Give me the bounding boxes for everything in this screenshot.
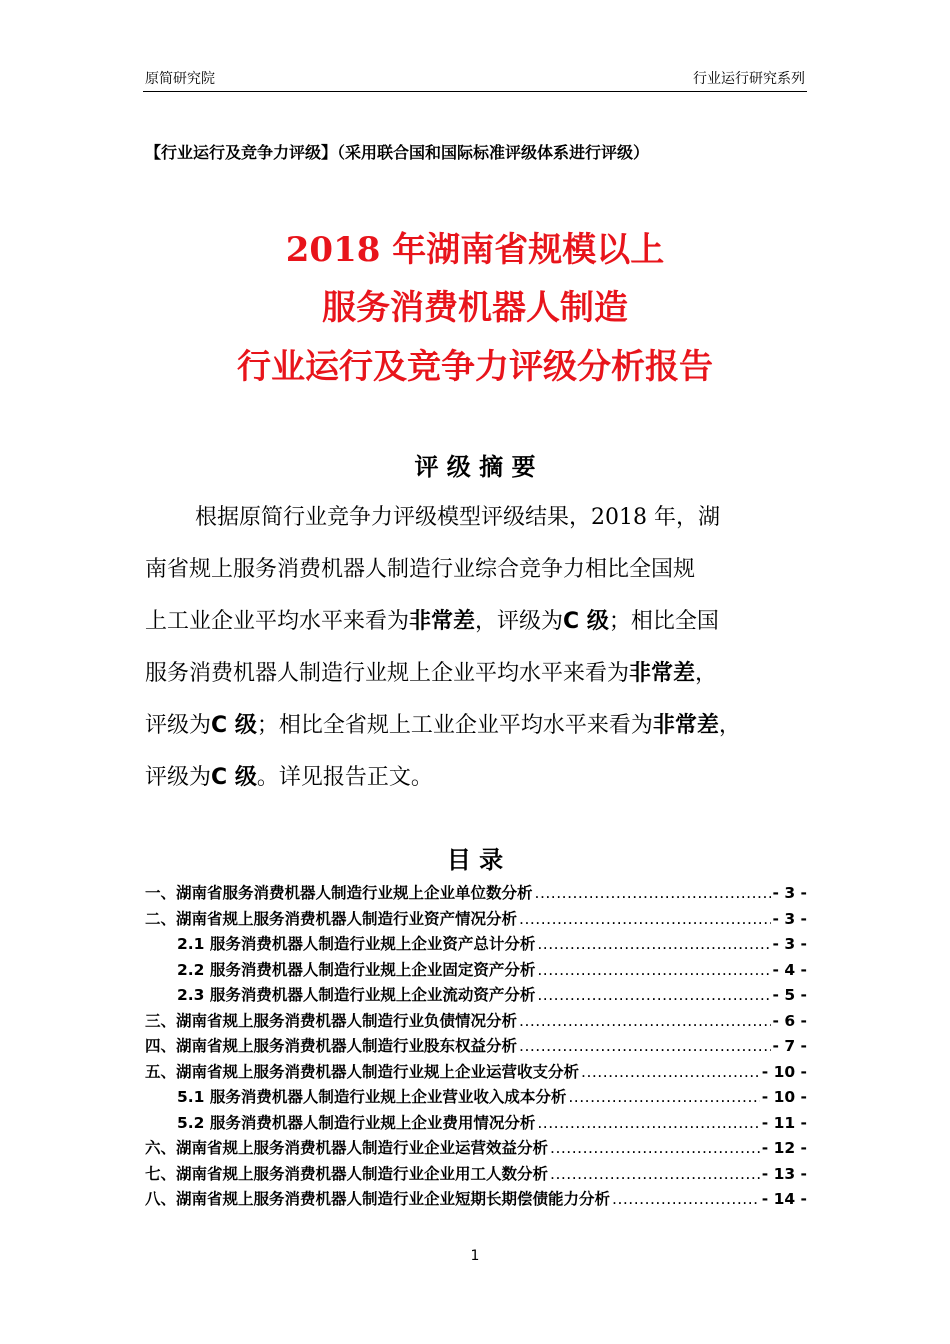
toc-entry-2-3[interactable]: [145, 983, 807, 1009]
summary-text: 根据原简行业竞争力评级模型评级结果，2018 年，湖: [195, 505, 720, 530]
toc-leader-dots: [535, 884, 771, 902]
rating-verdict: 非常差: [409, 609, 476, 634]
toc-entry-5[interactable]: [145, 1060, 807, 1086]
toc-leader-dots: [581, 1063, 760, 1081]
toc-page-number: - 4 -: [772, 960, 807, 979]
summary-text: 服务消费机器人制造行业规上企业平均水平来看为: [145, 661, 630, 686]
toc-entry-label: 5.1 服务消费机器人制造行业规上企业营业收入成本分析: [177, 1088, 567, 1106]
summary-line: [145, 492, 810, 544]
toc-page-number: - 10 -: [761, 1088, 807, 1106]
summary-text: 。详见报告正文。: [256, 765, 433, 790]
summary-text: ，: [695, 661, 718, 686]
toc-entry-3[interactable]: [145, 1009, 807, 1035]
header-divider: [143, 91, 807, 92]
rating-verdict: 非常差: [629, 661, 696, 686]
header-series-name: 行业运行研究系列: [693, 71, 805, 87]
toc-page-number: - 3 -: [772, 909, 807, 928]
toc-page-number: - 14 -: [761, 1190, 807, 1208]
summary-line: [145, 544, 810, 596]
rating-verdict: 非常差: [652, 713, 719, 738]
toc-entry-2-2[interactable]: [145, 958, 807, 984]
toc-page-number: - 3 -: [772, 935, 807, 953]
toc-entry-label: 四、湖南省规上服务消费机器人制造行业股东权益分析: [145, 1037, 518, 1055]
summary-text: ，评级为: [475, 609, 564, 634]
toc-page-number: - 5 -: [772, 986, 807, 1004]
toc-entry-label: 5.2 服务消费机器人制造行业规上企业费用情况分析: [177, 1113, 536, 1132]
toc-entry-label: 三、湖南省规上服务消费机器人制造行业负债情况分析: [145, 1011, 518, 1030]
toc-page-number: - 10 -: [761, 1062, 807, 1081]
toc-leader-dots: [550, 1139, 760, 1157]
rating-note: 【行业运行及竞争力评级】（采用联合国和国际标准评级体系进行评级）: [145, 143, 650, 162]
table-of-contents: [145, 881, 807, 1213]
toc-entry-label: 2.3 服务消费机器人制造行业规上企业流动资产分析: [177, 986, 536, 1004]
toc-entry-label: 八、湖南省规上服务消费机器人制造行业企业短期长期偿债能力分析: [145, 1190, 611, 1208]
toc-entry-label: 2.2 服务消费机器人制造行业规上企业固定资产分析: [177, 960, 536, 979]
toc-page-number: - 13 -: [761, 1164, 807, 1183]
toc-leader-dots: [537, 961, 770, 979]
toc-entry-8[interactable]: [145, 1187, 807, 1213]
summary-line: [145, 700, 810, 752]
toc-entry-2[interactable]: [145, 907, 807, 933]
toc-entry-5-2[interactable]: [145, 1111, 807, 1137]
header-org-name: 原简研究院: [145, 71, 215, 87]
summary-text: 南省规上服务消费机器人制造行业综合竞争力相比全国规: [145, 557, 696, 582]
toc-page-number: - 7 -: [772, 1037, 807, 1055]
rating-grade: C 级: [211, 765, 257, 790]
summary-text: ；相比全国: [608, 609, 719, 634]
toc-entry-6[interactable]: [145, 1136, 807, 1162]
toc-page-number: - 6 -: [772, 1011, 807, 1030]
summary-text: 评级为: [145, 713, 212, 738]
toc-entry-label: 2.1 服务消费机器人制造行业规上企业资产总计分析: [177, 935, 536, 953]
toc-leader-dots: [612, 1190, 760, 1208]
toc-entry-label: 一、湖南省服务消费机器人制造行业规上企业单位数分析: [145, 884, 533, 902]
summary-line: [145, 596, 810, 648]
toc-leader-dots: [519, 1012, 771, 1030]
report-title-line-1: 2018 年湖南省规模以上: [285, 230, 665, 270]
rating-grade: C 级: [211, 713, 257, 738]
toc-entry-2-1[interactable]: [145, 932, 807, 958]
report-title-line-2: 服务消费机器人制造: [322, 288, 628, 328]
page-number: 1: [470, 1248, 480, 1264]
summary-line: [145, 648, 810, 700]
summary-paragraph: [145, 492, 810, 804]
toc-leader-dots: [537, 935, 770, 953]
toc-entry-1[interactable]: [145, 881, 807, 907]
toc-entry-label: 六、湖南省规上服务消费机器人制造行业企业运营效益分析: [145, 1139, 549, 1157]
rating-grade: C 级: [563, 609, 609, 634]
summary-text: 上工业企业平均水平来看为: [145, 609, 410, 634]
toc-entry-label: 五、湖南省规上服务消费机器人制造行业规上企业运营收支分析: [145, 1062, 580, 1081]
toc-heading: 目 录: [446, 846, 504, 874]
summary-text: 评级为: [145, 765, 212, 790]
toc-leader-dots: [519, 910, 771, 928]
summary-heading: 评 级 摘 要: [414, 453, 536, 481]
toc-page-number: - 3 -: [772, 884, 807, 902]
toc-entry-7[interactable]: [145, 1162, 807, 1188]
toc-entry-4[interactable]: [145, 1034, 807, 1060]
toc-page-number: - 11 -: [761, 1113, 807, 1132]
summary-text: ，: [718, 713, 741, 738]
toc-entry-label: 七、湖南省规上服务消费机器人制造行业企业用工人数分析: [145, 1164, 549, 1183]
toc-entry-5-1[interactable]: [145, 1085, 807, 1111]
summary-line: [145, 752, 810, 804]
report-title-line-3: 行业运行及竞争力评级分析报告: [237, 347, 713, 387]
toc-entry-label: 二、湖南省规上服务消费机器人制造行业资产情况分析: [145, 909, 518, 928]
toc-leader-dots: [537, 1114, 759, 1132]
toc-page-number: - 12 -: [761, 1139, 807, 1157]
summary-text: ；相比全省规上工业企业平均水平来看为: [256, 713, 653, 738]
toc-leader-dots: [550, 1165, 760, 1183]
toc-leader-dots: [568, 1088, 759, 1106]
toc-leader-dots: [537, 986, 770, 1004]
toc-leader-dots: [519, 1037, 771, 1055]
